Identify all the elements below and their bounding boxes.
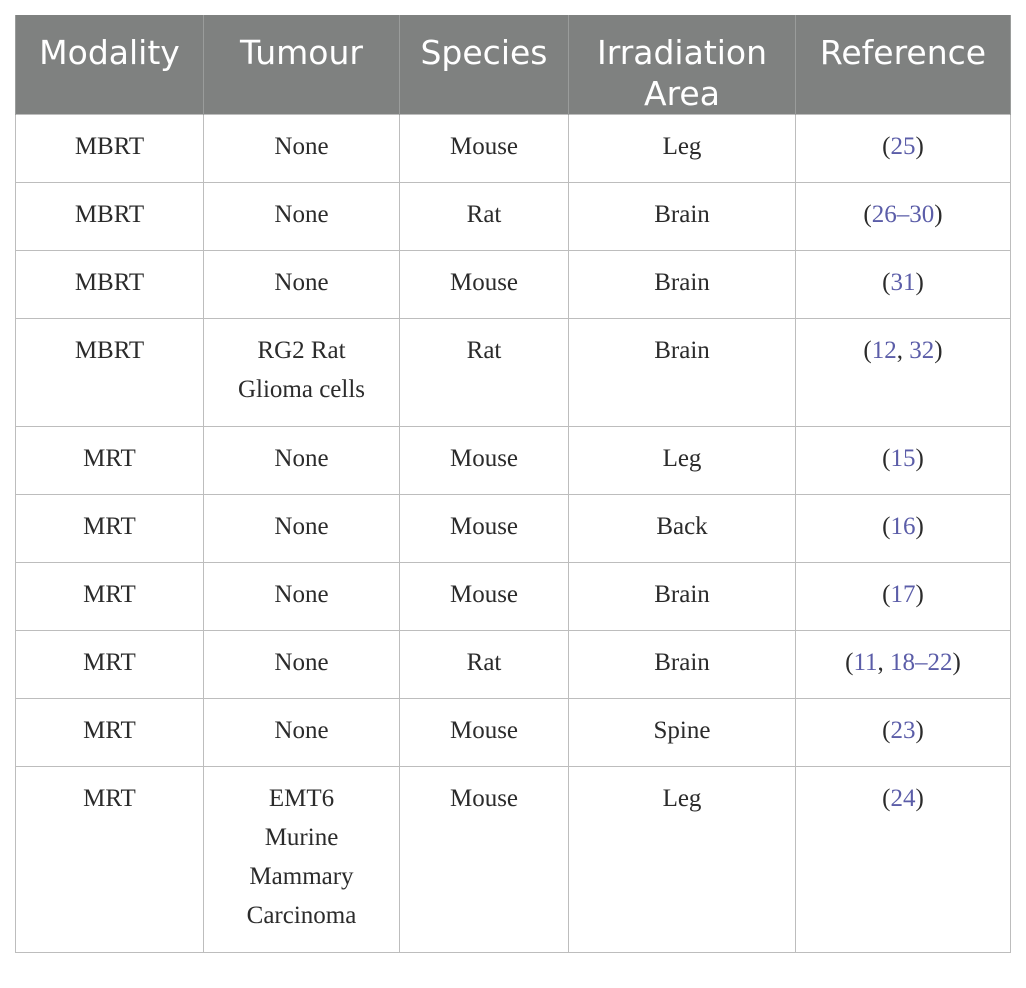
modality-cell: MRT <box>16 699 204 767</box>
reference-punctuation: ) <box>915 785 924 812</box>
modality-cell: MRT <box>16 427 204 495</box>
species-cell: Mouse <box>400 767 569 953</box>
table-row <box>16 183 1011 251</box>
table-body <box>16 115 1011 953</box>
reference-cell <box>796 495 1011 563</box>
reference-punctuation: ) <box>915 581 924 608</box>
reference-punctuation: ( <box>863 337 872 364</box>
tumour-cell: None <box>204 183 400 251</box>
reference-cell <box>796 699 1011 767</box>
table-row <box>16 495 1011 563</box>
header-species: Species <box>400 15 569 115</box>
tumour-cell: None <box>204 495 400 563</box>
modality-cell: MRT <box>16 495 204 563</box>
reference-punctuation: , <box>877 649 891 676</box>
reference-link[interactable]: 16 <box>890 513 916 540</box>
table-row <box>16 115 1011 183</box>
header-irradiation-area: Irradiation Area <box>569 15 796 115</box>
reference-cell <box>796 767 1011 953</box>
table-row <box>16 767 1011 953</box>
modality-cell: MBRT <box>16 115 204 183</box>
species-cell: Mouse <box>400 495 569 563</box>
reference-cell <box>796 115 1011 183</box>
reference-link[interactable]: 12 <box>871 337 897 364</box>
table-row <box>16 631 1011 699</box>
irradiation-area-cell: Leg <box>569 427 796 495</box>
reference-cell <box>796 563 1011 631</box>
reference-link[interactable]: 17 <box>890 581 916 608</box>
reference-cell <box>796 631 1011 699</box>
reference-punctuation: ( <box>882 269 891 296</box>
irradiation-area-cell: Brain <box>569 563 796 631</box>
irradiation-area-cell: Leg <box>569 115 796 183</box>
reference-punctuation: ) <box>934 201 943 228</box>
tumour-cell: RG2 Rat Glioma cells <box>204 319 400 427</box>
table-row <box>16 427 1011 495</box>
species-cell: Mouse <box>400 115 569 183</box>
table-row <box>16 699 1011 767</box>
tumour-cell: None <box>204 631 400 699</box>
reference-punctuation: ( <box>863 201 872 228</box>
reference-punctuation: ( <box>882 785 891 812</box>
reference-punctuation: ) <box>915 133 924 160</box>
species-cell: Mouse <box>400 563 569 631</box>
reference-punctuation: ( <box>882 581 891 608</box>
species-cell: Mouse <box>400 699 569 767</box>
reference-punctuation: ) <box>915 717 924 744</box>
species-cell: Rat <box>400 319 569 427</box>
reference-link[interactable]: 32 <box>909 337 935 364</box>
reference-punctuation: ( <box>845 649 854 676</box>
reference-punctuation: ) <box>915 513 924 540</box>
reference-link[interactable]: 25 <box>890 133 916 160</box>
reference-punctuation: ) <box>952 649 961 676</box>
reference-link[interactable]: 23 <box>890 717 916 744</box>
modality-cell: MBRT <box>16 183 204 251</box>
reference-link[interactable]: 18–22 <box>890 649 953 676</box>
reference-punctuation: ( <box>882 133 891 160</box>
reference-cell <box>796 427 1011 495</box>
reference-link[interactable]: 15 <box>890 445 916 472</box>
table-row <box>16 251 1011 319</box>
irradiation-area-cell: Leg <box>569 767 796 953</box>
reference-link[interactable]: 31 <box>890 269 916 296</box>
modality-cell: MBRT <box>16 251 204 319</box>
reference-link[interactable]: 24 <box>890 785 916 812</box>
tumour-cell: None <box>204 427 400 495</box>
reference-punctuation: ) <box>934 337 943 364</box>
reference-link[interactable]: 26–30 <box>871 201 935 228</box>
species-cell: Mouse <box>400 427 569 495</box>
tumour-cell: None <box>204 251 400 319</box>
species-cell: Mouse <box>400 251 569 319</box>
reference-punctuation: ) <box>915 445 924 472</box>
reference-cell <box>796 183 1011 251</box>
reference-punctuation: ) <box>915 269 924 296</box>
modality-cell: MBRT <box>16 319 204 427</box>
tumour-cell: None <box>204 699 400 767</box>
tumour-cell: None <box>204 115 400 183</box>
reference-punctuation: ( <box>882 717 891 744</box>
irradiation-area-cell: Brain <box>569 631 796 699</box>
reference-cell <box>796 319 1011 427</box>
header-modality: Modality <box>16 15 204 115</box>
irradiation-area-cell: Brain <box>569 183 796 251</box>
irradiation-area-cell: Spine <box>569 699 796 767</box>
header-reference: Reference <box>796 15 1011 115</box>
data-table <box>15 15 1011 953</box>
modality-cell: MRT <box>16 563 204 631</box>
header-tumour: Tumour <box>204 15 400 115</box>
tumour-cell: None <box>204 563 400 631</box>
reference-punctuation: ( <box>882 445 891 472</box>
reference-punctuation: , <box>896 337 910 364</box>
species-cell: Rat <box>400 183 569 251</box>
irradiation-area-cell: Back <box>569 495 796 563</box>
irradiation-area-cell: Brain <box>569 319 796 427</box>
table-row <box>16 319 1011 427</box>
reference-punctuation: ( <box>882 513 891 540</box>
irradiation-area-cell: Brain <box>569 251 796 319</box>
header-row <box>16 15 1011 115</box>
reference-link[interactable]: 11 <box>853 649 878 676</box>
modality-cell: MRT <box>16 631 204 699</box>
species-cell: Rat <box>400 631 569 699</box>
reference-cell <box>796 251 1011 319</box>
modality-cell: MRT <box>16 767 204 953</box>
table-row <box>16 563 1011 631</box>
tumour-cell: EMT6 Murine Mammary Carcinoma <box>204 767 400 953</box>
